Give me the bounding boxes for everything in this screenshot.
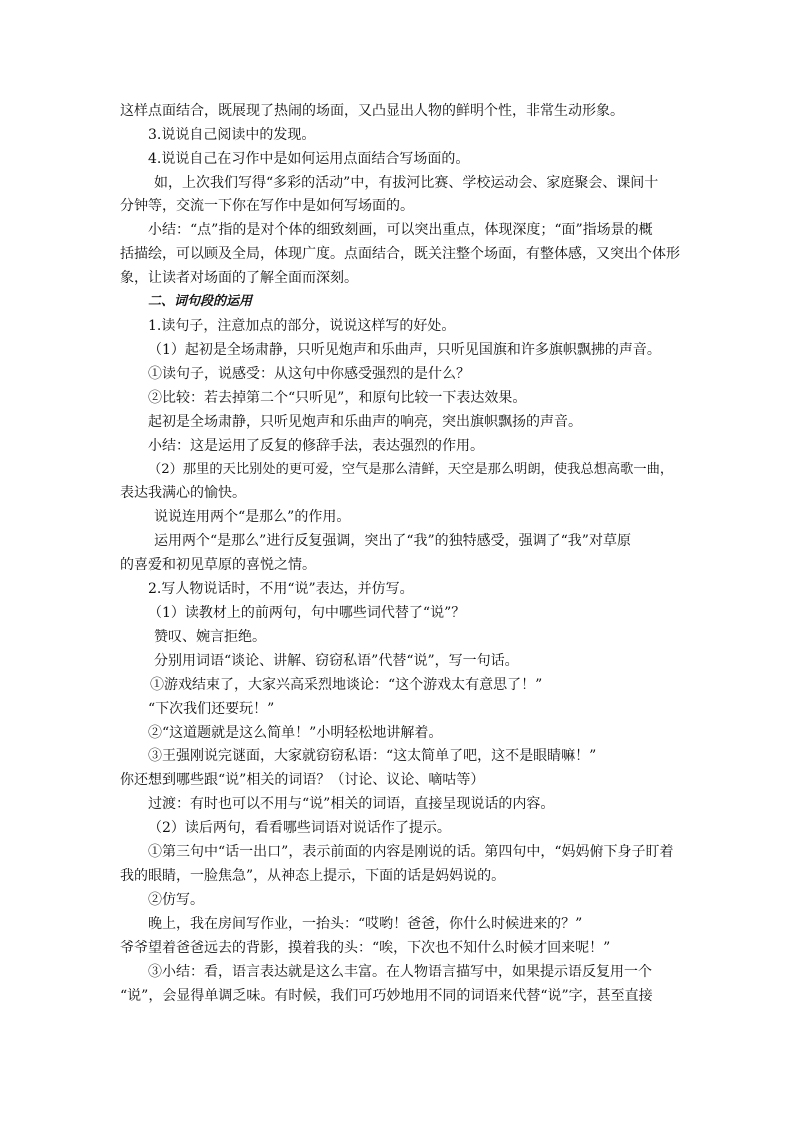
text-line-21: 2.写人物说话时，不用“说”表达，并仿写。 <box>148 581 414 597</box>
text-line-16: （2）那里的天比别处的更可爱，空气是那么清鲜，天空是那么明朗，使我总想高歌一曲， <box>148 462 674 477</box>
text-line-15: 小结：这是运用了反复的修辞手法，表达强烈的作用。 <box>148 438 484 454</box>
text-line-26: “下次我们还要玩！” <box>148 701 275 717</box>
text-line-4: 如，上次我们写得“多彩的活动”中，有拔河比赛、学校运动会、家庭聚会、课间十 <box>154 175 659 191</box>
text-line-30: 过渡：有时也可以不用与“说”相关的词语，直接呈现说话的内容。 <box>148 796 555 812</box>
text-line-32: ①第三句中“话一出口”，表示前面的内容是刚说的话。第四句中，“妈妈俯下身子盯着 <box>148 844 674 860</box>
text-line-37: ③小结：看，语言表达就是这么丰富。在人物语言描写中，如果提示语反复用一个 <box>148 964 652 980</box>
text-line-25: ①游戏结束了，大家兴高采烈地谈论：“这个游戏太有意思了！” <box>150 677 543 693</box>
text-line-2: 3.说说自己阅读中的发现。 <box>148 127 316 143</box>
text-line-38: “说”，会显得单调乏味。有时候，我们可巧妙地用不同的词语来代替“说”字，甚至直接 <box>120 988 653 1004</box>
text-line-1: 这样点面结合，既展现了热闹的场面，又凸显出人物的鲜明个性，非常生动形象。 <box>120 103 624 119</box>
text-line-3: 4.说说自己在习作中是如何运用点面结合写场面的。 <box>148 151 470 167</box>
text-line-6: 小结：“点”指的是对个体的细致刻画，可以突出重点，体现深度；“面”指场景的概 <box>148 222 653 238</box>
text-line-35: 晚上，我在房间写作业，一抬头：“哎哟！爸爸，你什么时候进来的？” <box>148 916 583 932</box>
text-line-23: 赞叹、婉言拒绝。 <box>154 629 266 645</box>
text-line-5: 分钟等，交流一下你在写作中是如何写场面的。 <box>120 198 414 214</box>
text-line-11: （1）起初是全场肃静，只听见炮声和乐曲声，只听见国旗和许多旗帜飘拂的声音。 <box>148 342 661 358</box>
text-line-8: 象，让读者对场面的了解全面而深刻。 <box>120 270 358 286</box>
text-line-20: 的喜爱和初见草原的喜悦之情。 <box>120 557 316 573</box>
text-line-10: 1.读句子，注意加点的部分，说说这样写的好处。 <box>148 318 456 334</box>
text-line-31: （2）读后两句，看看哪些词语对说话作了提示。 <box>148 820 451 836</box>
text-line-27: ②“这道题就是这么简单！”小明轻松地讲解着。 <box>148 725 443 741</box>
text-line-33: 我的眼睛，一脸焦急”，从神态上提示，下面的话是妈妈说的。 <box>120 868 506 884</box>
section-heading: 二、词句段的运用 <box>148 294 253 309</box>
text-line-28: ③王强刚说完谜面，大家就窃窃私语：“这太简单了吧，这不是眼睛嘛！” <box>148 748 597 764</box>
text-line-12: ①读句子，说感受：从这句中你感受强烈的是什么？ <box>148 366 470 382</box>
text-line-13: ②比较：若去掉第二个“只听见”，和原句比较一下表达效果。 <box>148 390 527 406</box>
text-line-17: 表达我满心的愉快。 <box>120 485 246 501</box>
text-line-7: 括描绘，可以顾及全局，体现广度。点面结合，既关注整个场面，有整体感，又突出个体形 <box>120 246 680 262</box>
text-line-22: （1）读教材上的前两句，句中哪些词代替了“说”？ <box>148 605 466 621</box>
text-line-19: 运用两个“是那么”进行反复强调，突出了“我”的独特感受，强调了“我”对草原 <box>154 533 631 549</box>
text-line-29: 你还想到哪些跟“说”相关的词语？（讨论、议论、嘀咕等） <box>120 772 485 788</box>
text-line-36: 爷爷望着爸爸远去的背影，摸着我的头：“唉，下次也不知什么时候才回来呢！” <box>120 940 611 956</box>
text-line-14: 起初是全场肃静，只听见炮声和乐曲声的响亮，突出旗帜飘扬的声音。 <box>148 414 582 430</box>
text-line-24: 分别用词语“谈论、讲解、窃窃私语”代替“说”，写一句话。 <box>154 653 519 669</box>
text-line-34: ②仿写。 <box>148 892 204 908</box>
text-line-18: 说说连用两个“是那么”的作用。 <box>154 509 351 525</box>
